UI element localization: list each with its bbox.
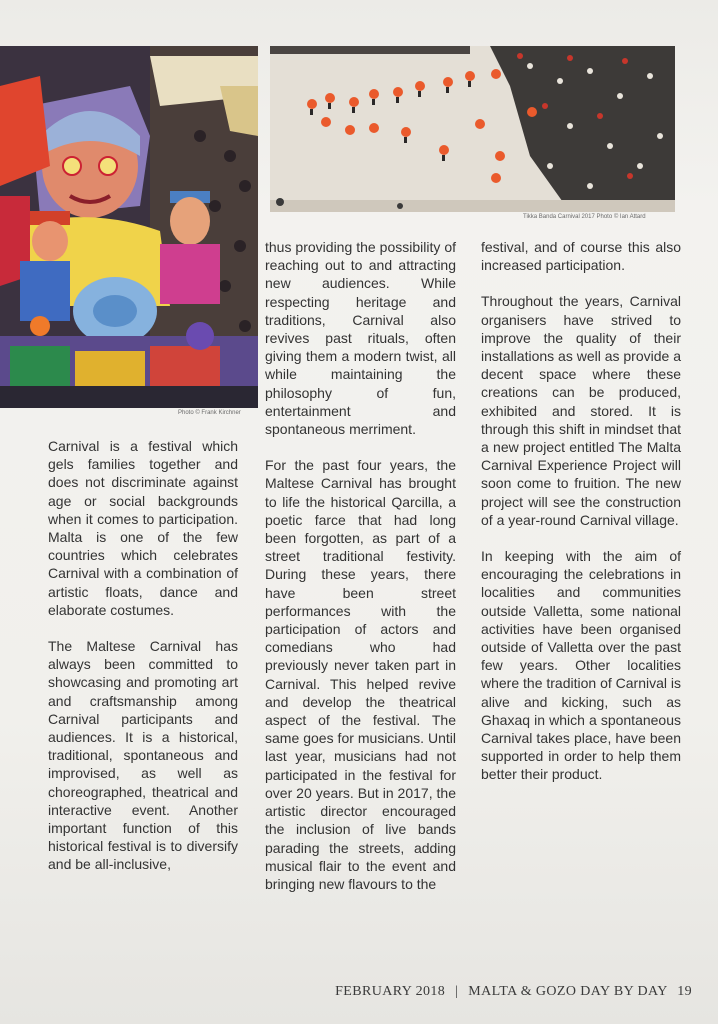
left-photo-caption: Photo © Frank Kirchner <box>178 410 241 416</box>
issue-date: FEBRUARY 2018 <box>335 984 446 999</box>
article-column-1 <box>48 437 238 892</box>
magazine-title: MALTA & GOZO DAY BY DAY <box>468 984 668 999</box>
article-paragraph: Carnival is a festival which gels families together and does not discriminate against age or social backgrounds when it comes to participation. Malta is one of the few countries which celebrates Carnival with a combination of artistic floats, dance and elaborate costumes. <box>48 438 238 618</box>
article-paragraph: festival, and of course this also increased participation. <box>481 239 681 274</box>
article-column-2 <box>265 238 456 911</box>
tikka-banda-photo <box>270 46 675 212</box>
article-paragraph: For the past four years, the Maltese Carnival has brought to life the historical Qarcilla, a poetic farce that had long been forgotten, as part of a street traditional festivity. During these years, there have been street performances with the participation of actors and comedians who had previously never taken part in Carnival. This helped revive and develop the theatrical aspect of the festival. The same goes for musicians. Until last year, musicians had not participated in the festival for over 20 years. But in 2017, the artistic director encouraged the inclusion of live bands parading the streets, adding musical flair to the event and bringing new flavours to the <box>265 457 456 892</box>
article-paragraph: thus providing the possibility of reaching out to and attracting new audiences. While respecting heritage and traditions, Carnival also revives past rituals, often giving them a modern twist, all while maintaining the philosophy of fun, entertainment and spontaneous merriment. <box>265 239 456 438</box>
article-column-3 <box>481 238 681 802</box>
footer-separator: | <box>455 984 459 999</box>
page-footer <box>335 984 692 1000</box>
page-number: 19 <box>677 984 692 999</box>
right-photo-caption: Tikka Banda Carnival 2017 Photo © Ian Attard <box>523 214 646 220</box>
article-paragraph: The Maltese Carnival has always been committed to showcasing and promoting art and craftsmanship among Carnival participants and audiences. It is a historical, traditional, spontaneous and improvised, as well as choreographed, theatrical and interactive event. Another important function of this historical festival is to diversify and be all-inclusive, <box>48 638 238 873</box>
article-paragraph: Throughout the years, Carnival organisers have strived to improve the quality of their installations as well as provide a decent space where these creations can be produced, exhibited and stored. It is through this shift in mindset that a new project entitled The Malta Carnival Experience Project will soon come to fruition. The new project will see the construction of a year-round Carnival village. <box>481 293 681 528</box>
carnival-float-photo <box>0 46 258 408</box>
article-paragraph: In keeping with the aim of encouraging the celebrations in localities and communities outside Valletta, some national activities have been organised outside of Valletta over the past few years. Other localities where the tradition of Carnival is alive and kicking, such as Ghaxaq in which a spontaneous Carnival takes place, have been supported in order to help them better their product. <box>481 548 681 783</box>
